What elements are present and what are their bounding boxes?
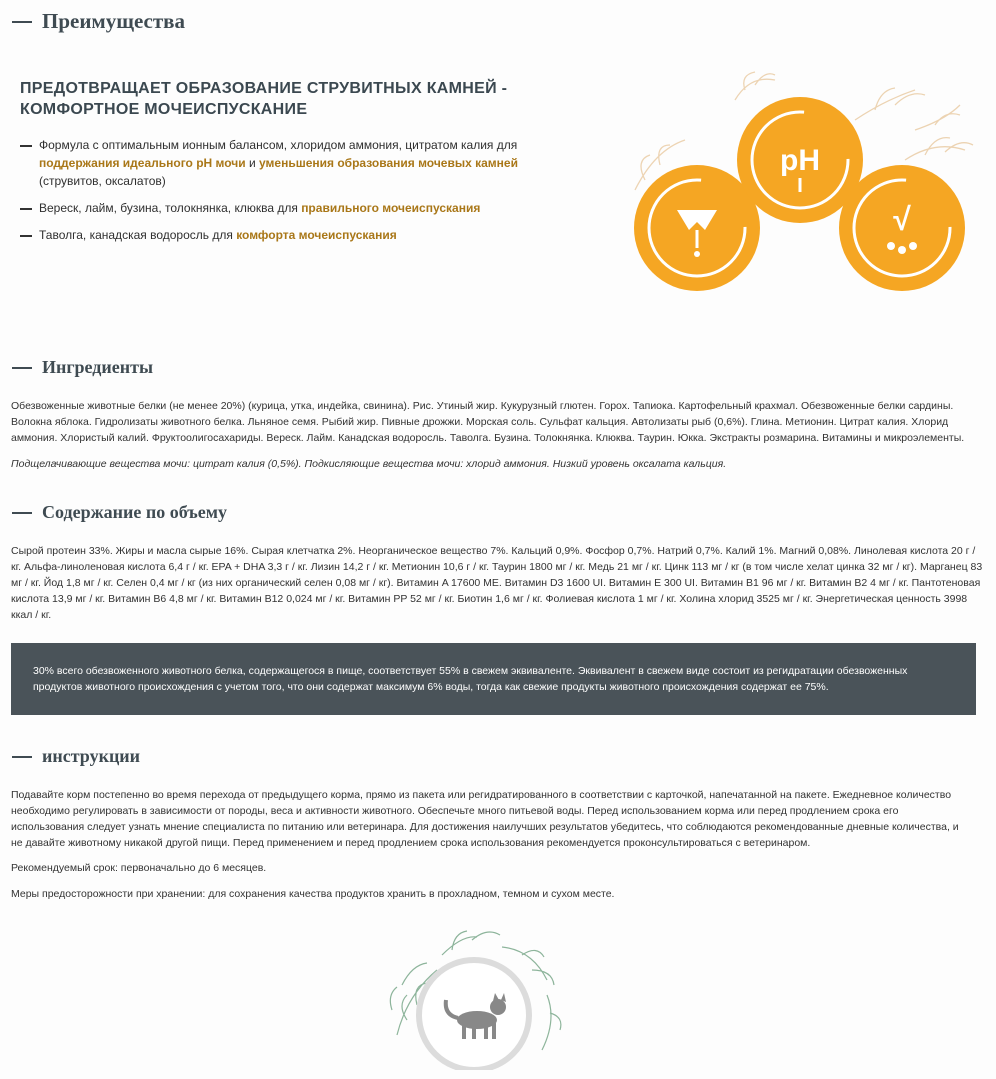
ingredients-heading-row <box>12 357 153 378</box>
benefit-item <box>20 136 560 190</box>
ingredients-text: Обезвоженные животные белки (не менее 20%) (курица, утка, индейка, свинина). Рис. Утиный жир. Кукурузный глютен. Горох. Тапиока. Картофельный крахмал. Обезвоженные белки сардины. Волокна яблока. Гидролизаты животного белка. Льняное семя. Рыбий жир. Пивные дрожжи. Морская соль. Сульфат кальция. Автолизаты рыб (0,6%). Глина. Метионин. Цитрат калия. Хлорид аммония. Хлористый калий. Фруктоолигосахариды. Вереск. Лайм. Канадская водоросль. Таволга. Бузина. Толокнянка. Клюква. Таурин. Юкка. Экстракты розмарина. Витамины и микроэлементы. <box>11 400 965 444</box>
check-label: √ <box>893 201 911 237</box>
ingredients-heading: Ингредиенты <box>42 357 154 377</box>
advantages-heading: Преимущества <box>42 9 186 33</box>
cat-emblem-illustration <box>382 925 567 1070</box>
banner-text: 30% всего обезвоженного животного белка, содержащегося в пище, соответствует 55% в свежем эквиваленте. Эквивалент в свежем виде состоит из регидратации обезвоженных продуктов животного происхождения с учетом того, что они содержат максимум 6% воды, тогда как свежие продукты животного происхождения содержат ее 75%. <box>33 665 908 693</box>
instructions-text: Подавайте корм постепенно во время перехода от предыдущего корма, прямо из пакета или регидратированного в соответствии с карточкой, напечатанной на пакете. Ежедневное количество необходимо регулировать в зависимости от породы, веса и активности животного. Обеспечьте много питьевой воды. Перед использованием корма или перед продлением срока его использования следует узнать мнение специалиста по питанию или ветеринара. Для достижения наилучших результатов убедитесь, что соблюдаются рекомендованные дневные количества, и не давайте животному никакой другой пищи. Перед применением и перед продлением срока использования рекомендуется проконсультироваться с ветеринаром. <box>11 789 959 849</box>
heading-dash <box>12 21 32 23</box>
storage-text: Меры предосторожности при хранении: для сохранения качества продуктов хранить в прохладном, темном и сухом месте. <box>11 888 615 900</box>
advantages-heading-row <box>12 9 185 34</box>
instructions-heading: инструкции <box>42 746 141 766</box>
benefit-text: Формула с оптимальным ионным балансом, хлоридом аммония, цитратом калия для поддержания идеального pH мочи и уменьшения образования мочевых камней (струвитов, оксалатов) <box>39 138 518 188</box>
benefit-list <box>20 136 560 253</box>
benefit-item <box>20 199 560 217</box>
urinary-benefits-illustration <box>615 60 985 310</box>
ingredients-note: Подщелачивающие вещества мочи: цитрат калия (0,5%). Подкисляющие вещества мочи: хлорид аммония. Низкий уровень оксалата кальция. <box>11 458 727 470</box>
urinary-system-icon <box>634 165 760 291</box>
content-heading-row <box>12 502 227 523</box>
comfort-check-icon <box>839 165 965 291</box>
benefit-text: Вереск, лайм, бузина, толокнянка, клюква для правильного мочеиспускания <box>39 201 481 215</box>
content-text: Сырой протеин 33%. Жиры и масла сырые 16%. Сырая клетчатка 2%. Неорганическое вещество 7%. Кальций 0,9%. Фосфор 0,7%. Натрий 0,7%. Калий 1%. Магний 0,08%. Линолевая кислота 20 г / кг. Альфа-линоленовая кислота 6,4 г / кг. EPA + DHA 3,3 г / кг. Лизин 14,2 г / кг. Метионин 10,6 г / кг. Таурин 1800 мг / кг. Медь 21 мг / кг. Цинк 113 мг / кг (в том числе хелат цинка 32 мг / кг). Марганец 83 мг / кг. Йод 1,8 мг / кг. Селен 0,4 мг / кг (из них органический селен 0,08 мг / кг). Витамин A 17600 МЕ. Витамин D3 1600 UI. Витамин E 300 UI. Витамин B1 96 мг / кг. Витамин B2 4 мг / кг. Пантотеновая кислота 13,9 мг / кг. Витамин B6 4,8 мг / кг. Витамин B12 0,024 мг / кг. Витамин PP 52 мг / кг. Биотин 1,6 мг / кг. Фолиевая кислота 1 мг / кг. Холина хлорид 3525 мг / кг. Энергетическая ценность 3998 ккал / кг. <box>11 545 983 621</box>
protein-info-banner <box>11 643 976 715</box>
benefit-text: Таволга, канадская водоросль для комфорта мочеиспускания <box>39 228 397 242</box>
heading-dash <box>12 367 32 369</box>
heading-dash <box>12 512 32 514</box>
benefit-item <box>20 226 560 244</box>
benefit-title: ПРЕДОТВРАЩАЕТ ОБРАЗОВАНИЕ СТРУВИТНЫХ КАМНЕЙ - КОМФОРТНОЕ МОЧЕИСПУСКАНИЕ <box>20 80 508 118</box>
heading-dash <box>12 756 32 758</box>
bullet-dash <box>20 208 32 210</box>
instructions-heading-row <box>12 746 140 767</box>
shelf-life-text: Рекомендуемый срок: первоначально до 6 месяцев. <box>11 862 267 874</box>
content-heading: Содержание по объему <box>42 502 228 522</box>
ph-label: pH <box>780 144 820 177</box>
bullet-dash <box>20 235 32 237</box>
bullet-dash <box>20 145 32 147</box>
